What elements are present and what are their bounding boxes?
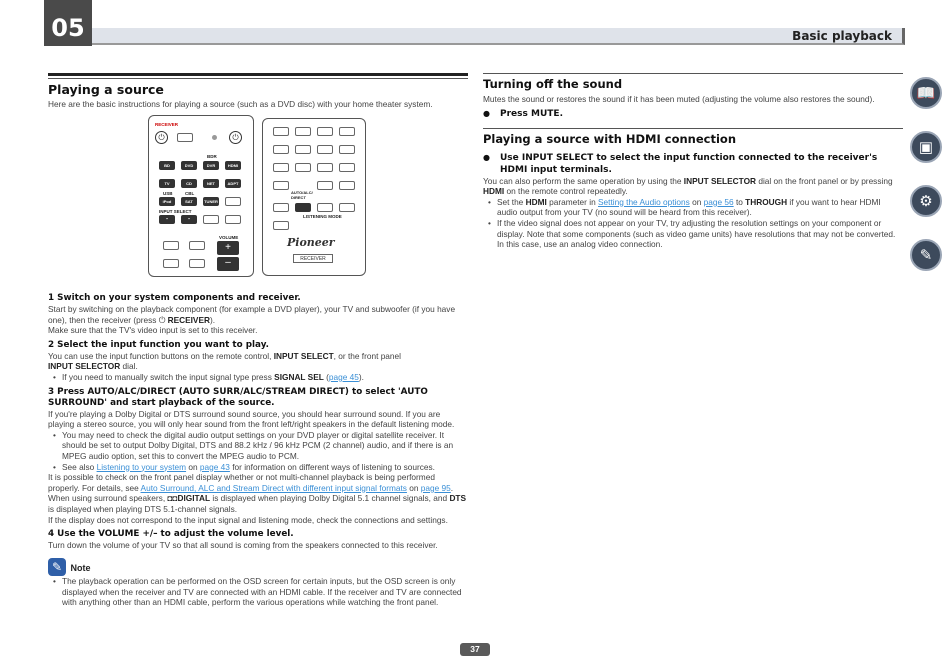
hdmi-text (483, 176, 903, 197)
step-2-signal-sel: SIGNAL SEL (274, 371, 324, 382)
power-icon: ⏻ (229, 131, 242, 144)
note-bullet: • The playback operation can be performed on the OSD screen for certain inputs, but the OSD screen is only displayed when the receiver and TV are connected with an HDMI cable. If the receiver and TV are connected with anything other than an HDMI cable, perform the various operations while watching the front panel. (48, 576, 468, 608)
auto-alc-direct-label: AUTO/ALC/ DIRECT (291, 190, 313, 200)
step-3-bullet-2 (48, 462, 468, 473)
step-3-para-3 (48, 493, 468, 514)
remote-button (163, 241, 179, 250)
page-number: 37 (460, 643, 490, 656)
page-45-link[interactable]: page 45 (328, 371, 359, 382)
section-rule (483, 73, 903, 74)
pioneer-logo: Pioneer (287, 236, 335, 249)
remote-illustration-secondary (262, 118, 366, 276)
input-select-right-button: ⌃ (181, 215, 197, 224)
step-3-para-2-c: . (450, 482, 454, 493)
power-icon: ⏻ (155, 131, 168, 144)
input-select-label: INPUT SELECT (159, 209, 192, 214)
remote-button (225, 197, 241, 206)
remote-button (317, 145, 333, 154)
listening-mode-label: LISTENING MODE (303, 214, 342, 219)
hdmi-bullet-1-d: on (689, 196, 704, 207)
mute-text: Mutes the sound or restores the sound if it has been muted (adjusting the volume also restores the sound). (483, 94, 875, 104)
remote-button (273, 127, 289, 136)
note-title: Note (70, 562, 91, 573)
dolby-digital-icon: ◘◘ (167, 493, 178, 504)
mute-step-a: Press (500, 108, 531, 119)
step-3-para-2 (48, 472, 468, 493)
section-rule (483, 128, 903, 129)
hdmi-bullet-1-g: if you want to hear HDMI audio output from your TV (no sound will be heard from this receiver). (497, 196, 881, 218)
remote-button (177, 133, 193, 142)
tools-icon[interactable]: ✎ (910, 239, 942, 271)
tv-button: TV (159, 179, 175, 188)
step-3-bullet-2-a: See also (62, 461, 97, 472)
auto-alc-direct-button (295, 203, 311, 212)
hdmi-bullet-1-a: Set the (497, 196, 526, 207)
section-rule (48, 73, 468, 79)
step-4-text: Turn down the volume of your TV so that all sound is coming from the speakers connected to this receiver. (48, 540, 438, 551)
mute-step (483, 108, 903, 120)
remote-button (273, 145, 289, 154)
step-3-para-1: If you're playing a Dolby Digital or DTS surround sound source, you should hear surround sound. If you are playing a stereo source, you will only hear sound from the front left/right speakers in the default listening mode. (48, 408, 455, 430)
hdmi-text-hdmi: HDMI (483, 186, 505, 197)
hdmi-button: HDMI (225, 161, 241, 170)
hdmi-text-c: dial on the front panel or by pressing (756, 175, 893, 186)
intro-text: Here are the basic instructions for playing a source (such as a DVD disc) with your home theater system. (48, 99, 433, 109)
step-2-bullet (48, 372, 468, 383)
remote-button (339, 145, 355, 154)
remote-button (163, 259, 179, 268)
page-43-link[interactable]: page 43 (199, 461, 230, 472)
remote-button (273, 163, 289, 172)
step-3-para-3-e: is displayed when playing DTS 5.1-channel signals. (48, 503, 238, 514)
step-3-bullet-2-c: for information on different ways of listening to sources. (229, 461, 435, 472)
speaker-icon[interactable]: ▣ (910, 131, 942, 163)
step-3-title: 3 Press AUTO/ALC/DIRECT (AUTO SURR/ALC/STREAM DIRECT) to select 'AUTO SURROUND' and start playback of the source. (48, 386, 428, 408)
step-1-text-c: ). (210, 314, 216, 325)
chapter-number: 05 (44, 0, 92, 46)
remote-button (339, 127, 355, 136)
ipod-button: iPod (159, 197, 175, 206)
left-column (48, 73, 468, 110)
remote-button (225, 215, 241, 224)
remote-button (339, 181, 355, 190)
header-bar (92, 28, 905, 45)
note-pen-icon: ✎ (48, 558, 66, 576)
tuner-button: TUNER (204, 199, 218, 204)
page-56-link[interactable]: page 56 (703, 196, 734, 207)
step-2-text (48, 351, 468, 372)
step-3-para-4: If the display does not correspond to the input signal and listening mode, check the connections and settings. (48, 514, 448, 525)
hdmi-input-selector: INPUT SELECTOR (683, 175, 757, 186)
remote-button (295, 127, 311, 136)
step-3-para-2-a: It is possible to check on the front panel display whether or not multi-channel playback is being performed properly. For details, see (48, 472, 435, 493)
remote-button (339, 203, 355, 212)
note-header (48, 558, 468, 576)
step-3-para-3-c: is displayed when playing Dolby Digital 5.1 channel signals, and (210, 493, 450, 504)
step-3-dts: DTS (449, 493, 467, 504)
remote-button (189, 241, 205, 250)
receiver-label: RECEIVER (155, 122, 179, 127)
remote-button (317, 127, 333, 136)
cbl-label: CBL (185, 191, 195, 196)
sat-button: SAT (181, 197, 197, 206)
step-1-note: Make sure that the TV's video input is set to this receiver. (48, 325, 258, 336)
step-2-text-a: You can use the input function buttons on the remote control, (48, 350, 274, 361)
listening-to-your-system-link[interactable]: Listening to your system (96, 461, 187, 472)
hdmi-bullet-1-e: to (733, 196, 746, 207)
step-2-text-e: dial. (120, 361, 138, 372)
hdmi-bullet-2: • If the video signal does not appear on your TV, try adjusting the resolution settings on your component or display. Note that some components (such as video game units) have resolutions that may not be converted. In this case, use an analog video connection. (483, 218, 903, 250)
adpt-button: ADPT (225, 179, 241, 188)
step-3-bullet-1: • You may need to check the digital audio output settings on your DVD player or digital satellite receiver. It should be set to output Dolby Digital, DTS and 88.2 kHz / 96 kHz PCM (2 channel) audio, and if there is an MPEG audio option, set this to convert the MPEG audio to PCM. (48, 430, 468, 462)
step-1-receiver: RECEIVER (167, 314, 210, 325)
step-3-para-2-b: on (406, 482, 421, 493)
hdmi-bullet-1-c: parameter in (546, 196, 598, 207)
dvd-button: DVD (181, 161, 197, 170)
hdmi-bullet-1-through: THROUGH (745, 196, 788, 207)
remote-button (317, 203, 333, 212)
cd-button: CD (181, 179, 197, 188)
header-title: Basic playback (792, 29, 892, 43)
section-title-hdmi: Playing a source with HDMI connection (483, 131, 737, 146)
step-1-text-a: Start by switching on the playback component (for example a DVD player), your TV and subwoofer (if you have one), then the receiver (press (48, 304, 456, 325)
hdmi-bullet-1 (483, 197, 903, 218)
book-icon[interactable]: 📖 (910, 77, 942, 109)
hdmi-text-a: You can also perform the same operation by using the (483, 175, 684, 186)
hdmi-step: ● Use INPUT SELECT to select the input function connected to the receiver's HDMI input terminals. (483, 152, 903, 176)
steps-section (48, 289, 468, 608)
step-2-title: 2 Select the input function you want to play. (48, 339, 269, 350)
step-2-bullet-a: If you need to manually switch the input signal type press (62, 371, 275, 382)
remote-illustration-main (148, 115, 254, 277)
remote-button (189, 259, 205, 268)
mute-step-b: MUTE (531, 108, 560, 119)
volume-label: VOLUME (219, 235, 239, 240)
step-3-para-3-a: When using surround speakers, (48, 493, 168, 504)
volume-up-button: + (217, 241, 239, 255)
remote-button (339, 163, 355, 172)
mute-step-c: . (559, 108, 563, 119)
receiver-button: RECEIVER (293, 254, 333, 263)
page-95-link[interactable]: page 95 (420, 482, 451, 493)
remote-button (295, 145, 311, 154)
step-3-bullet-2-b: on (186, 461, 200, 472)
indicator-dot (212, 135, 217, 140)
usb-label: USB (163, 191, 173, 196)
step-2-bullet-c: ( (323, 371, 329, 382)
remote-button (317, 163, 333, 172)
right-column (483, 73, 903, 250)
dvr-button: DVR (203, 161, 219, 170)
step-4-title: 4 Use the VOLUME +/– to adjust the volume level. (48, 529, 294, 540)
auto-surround-link[interactable]: Auto Surround, ALC and Stream Direct with different input signal formats (140, 482, 407, 493)
section-title-turning-off-sound: Turning off the sound (483, 77, 623, 91)
hdmi-text-e: on the remote control repeatedly. (504, 186, 628, 197)
remote-button (273, 203, 289, 212)
step-3-digital: DIGITAL (177, 493, 211, 504)
step-1-text (48, 304, 468, 325)
net-button: NET (203, 179, 219, 188)
step-1-title: 1 Switch on your system components and receiver. (48, 293, 301, 303)
step-2-input-selector: INPUT SELECTOR (48, 361, 121, 372)
remote-button (203, 215, 219, 224)
section-title-playing-source: Playing a source (48, 82, 164, 97)
remote-button (273, 181, 289, 190)
step-2-input-select: INPUT SELECT (273, 350, 334, 361)
hdmi-bullet-1-hdmi: HDMI (525, 196, 547, 207)
remote-button (273, 221, 289, 230)
step-2-bullet-d: ). (358, 371, 364, 382)
power-icon: ⏻ (158, 314, 166, 325)
bd-button: BD (159, 161, 175, 170)
setting-audio-options-link[interactable]: Setting the Audio options (598, 196, 690, 207)
remote-button (317, 181, 333, 190)
volume-down-button: – (217, 257, 239, 271)
bdr-label: BDR (207, 154, 217, 159)
step-2-text-c: , or the front panel (333, 350, 401, 361)
input-select-left-button: ⌃ (159, 215, 175, 224)
settings-icon[interactable]: ⚙ (910, 185, 942, 217)
remote-button (295, 163, 311, 172)
